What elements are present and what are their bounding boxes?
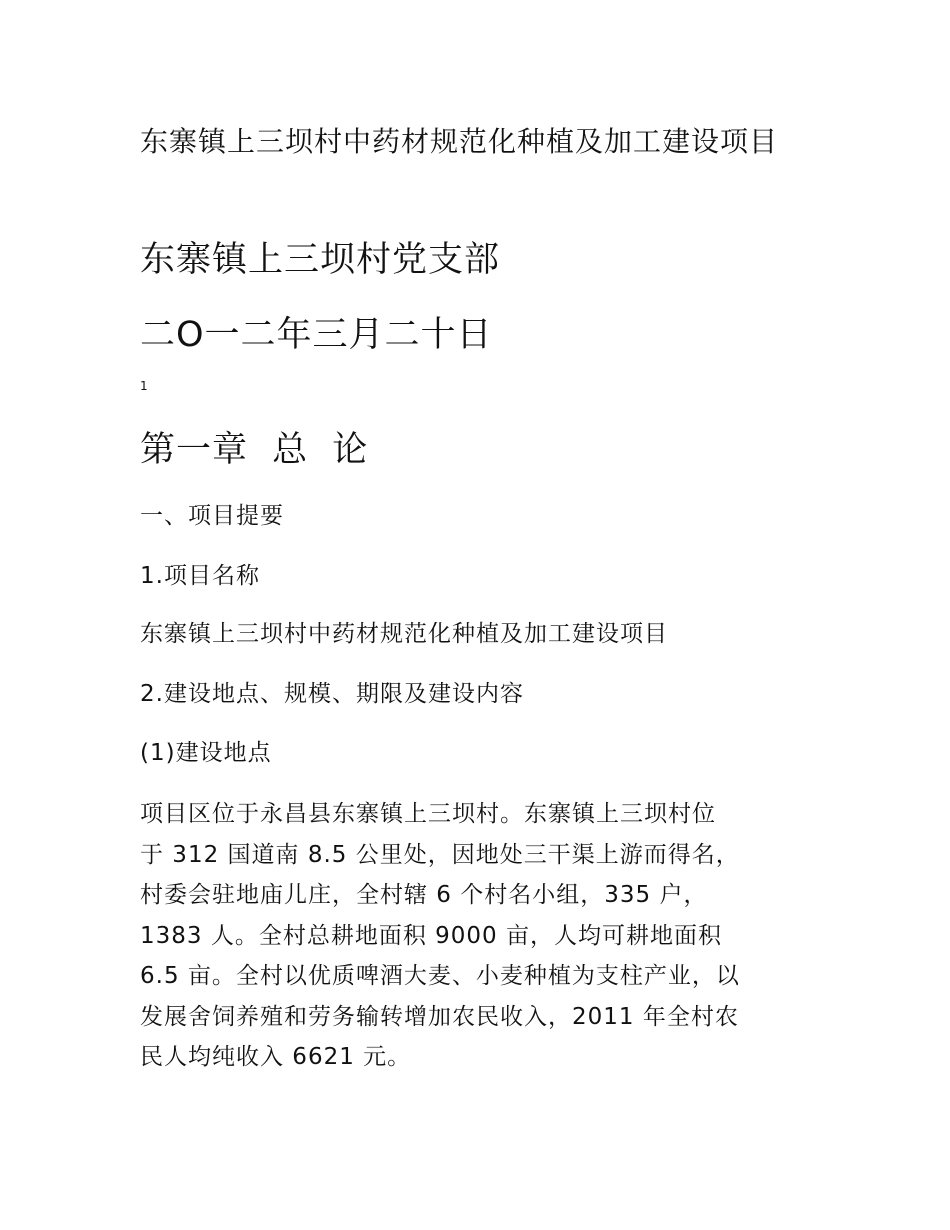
document-title: 东寨镇上三坝村中药材规范化种植及加工建设项目	[140, 125, 779, 158]
chapter-heading: 第一章 总 论	[140, 430, 369, 470]
paragraph-line: 于 312 国道南 8.5 公里处，因地处三干渠上游而得名，	[140, 841, 740, 868]
item-heading-location-scope: 2.建设地点、规模、期限及建设内容	[140, 681, 524, 707]
paragraph-line: 村委会驻地庙儿庄，全村辖 6 个村名小组，335 户，	[140, 882, 708, 908]
paragraph-line: 6.5 亩。全村以优质啤酒大麦、小麦种植为支柱产业，以	[140, 963, 740, 989]
document-date: 二O一二年三月二十日	[140, 315, 493, 355]
paragraph-line: 1383 人。全村总耕地面积 9000 亩，人均可耕地面积	[140, 922, 722, 949]
location-paragraph	[140, 794, 820, 1078]
item-heading-project-name: 1.项目名称	[140, 563, 260, 589]
section-heading: 一、项目提要	[140, 503, 284, 529]
paragraph-line: 发展舍饲养殖和劳务输转增加农民收入，2011 年全村农	[140, 1003, 739, 1030]
subitem-heading-location: (1)建设地点	[140, 740, 272, 766]
page-number: 1	[140, 379, 148, 393]
project-name-text: 东寨镇上三坝村中药材规范化种植及加工建设项目	[140, 621, 668, 647]
paragraph-line: 民人均纯收入 6621 元。	[140, 1044, 412, 1070]
organization-name: 东寨镇上三坝村党支部	[140, 240, 501, 280]
paragraph-line: 项目区位于永昌县东寨镇上三坝村。东寨镇上三坝村位	[140, 801, 716, 827]
